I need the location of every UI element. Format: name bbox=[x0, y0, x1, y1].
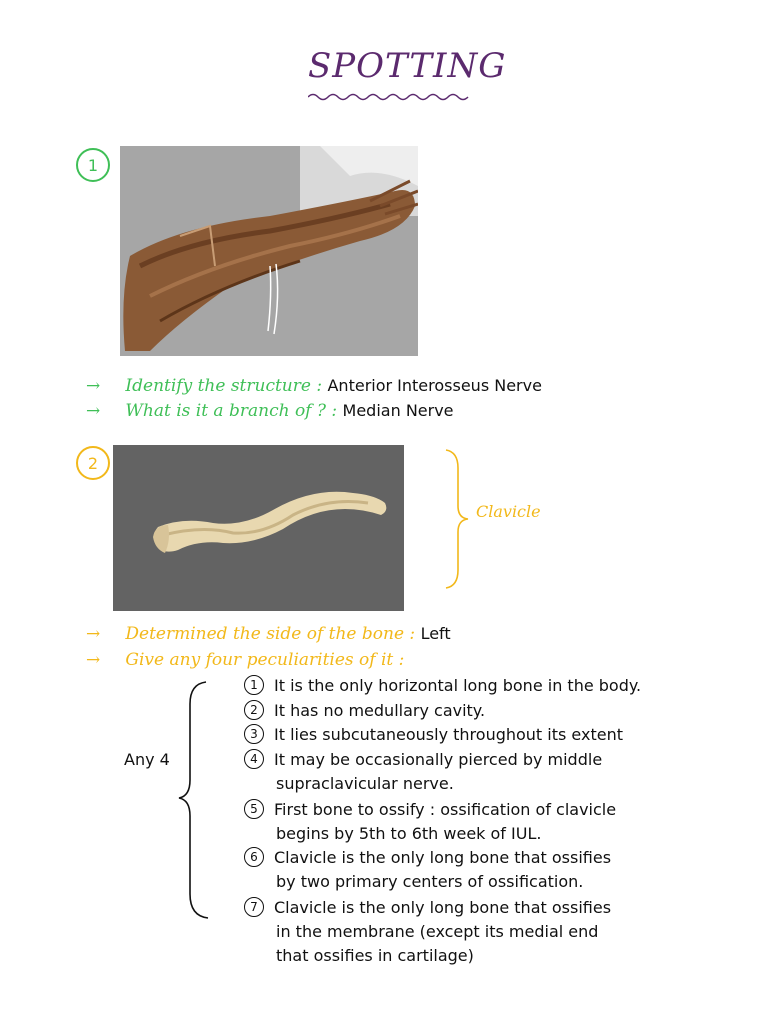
spot-2-question-2 bbox=[86, 650, 404, 670]
peculiarity-text-continued: supraclavicular nerve. bbox=[276, 774, 454, 793]
arrow-icon: → bbox=[86, 376, 101, 396]
question-text: What is it a branch of ? : bbox=[125, 401, 338, 421]
peculiarity-text: It may be occasionally pierced by middle bbox=[274, 750, 603, 769]
any-4-label: Any 4 bbox=[124, 750, 170, 769]
peculiarity-text: Clavicle is the only long bone that ossifies bbox=[274, 848, 612, 867]
peculiarity-3 bbox=[244, 723, 623, 747]
arrow-icon: → bbox=[86, 401, 101, 421]
peculiarity-text: It lies subcutaneously throughout its extent bbox=[274, 725, 623, 744]
title-squiggle-underline bbox=[308, 92, 473, 102]
left-curly-brace-icon bbox=[176, 680, 212, 920]
question-text: Give any four peculiarities of it : bbox=[125, 650, 405, 670]
peculiarity-5 bbox=[244, 798, 616, 846]
peculiarity-text-continued: that ossifies in cartilage) bbox=[276, 946, 474, 965]
peculiarity-6 bbox=[244, 846, 611, 894]
forearm-dissection-photo bbox=[120, 146, 418, 356]
answer-text: Left bbox=[420, 624, 451, 643]
peculiarity-4 bbox=[244, 748, 602, 796]
curly-brace-icon bbox=[440, 448, 470, 590]
peculiarity-2 bbox=[244, 699, 485, 723]
arrow-icon: → bbox=[86, 624, 101, 644]
number-circle: 1 bbox=[244, 675, 264, 695]
spot-2-question-1 bbox=[86, 624, 451, 644]
spot-1-question-1 bbox=[86, 376, 542, 396]
question-text: Determined the side of the bone : bbox=[125, 624, 416, 644]
spot-1-number: 1 bbox=[76, 148, 110, 182]
peculiarity-text: Clavicle is the only long bone that ossifies bbox=[274, 898, 612, 917]
peculiarity-text: It has no medullary cavity. bbox=[274, 701, 486, 720]
number-circle: 6 bbox=[244, 847, 264, 867]
peculiarity-1 bbox=[244, 674, 641, 698]
number-circle: 3 bbox=[244, 724, 264, 744]
peculiarity-text-continued: in the membrane (except its medial end bbox=[276, 922, 599, 941]
page-title: SPOTTING bbox=[308, 46, 507, 86]
clavicle-bone-photo bbox=[113, 445, 404, 611]
number-circle: 7 bbox=[244, 897, 264, 917]
peculiarity-text: First bone to ossify : ossification of clavicle bbox=[274, 800, 617, 819]
peculiarity-7 bbox=[244, 896, 611, 968]
peculiarity-text-continued: begins by 5th to 6th week of IUL. bbox=[276, 824, 542, 843]
arrow-icon: → bbox=[86, 650, 101, 670]
answer-text: Median Nerve bbox=[342, 401, 454, 420]
peculiarity-text-continued: by two primary centers of ossification. bbox=[276, 872, 584, 891]
peculiarity-text: It is the only horizontal long bone in the body. bbox=[274, 676, 642, 695]
question-text: Identify the structure : bbox=[125, 376, 323, 396]
spot-2-number: 2 bbox=[76, 446, 110, 480]
clavicle-label: Clavicle bbox=[476, 502, 541, 521]
spot-1-question-2 bbox=[86, 401, 454, 421]
number-circle: 4 bbox=[244, 749, 264, 769]
number-circle: 5 bbox=[244, 799, 264, 819]
answer-text: Anterior Interosseus Nerve bbox=[327, 376, 542, 395]
number-circle: 2 bbox=[244, 700, 264, 720]
